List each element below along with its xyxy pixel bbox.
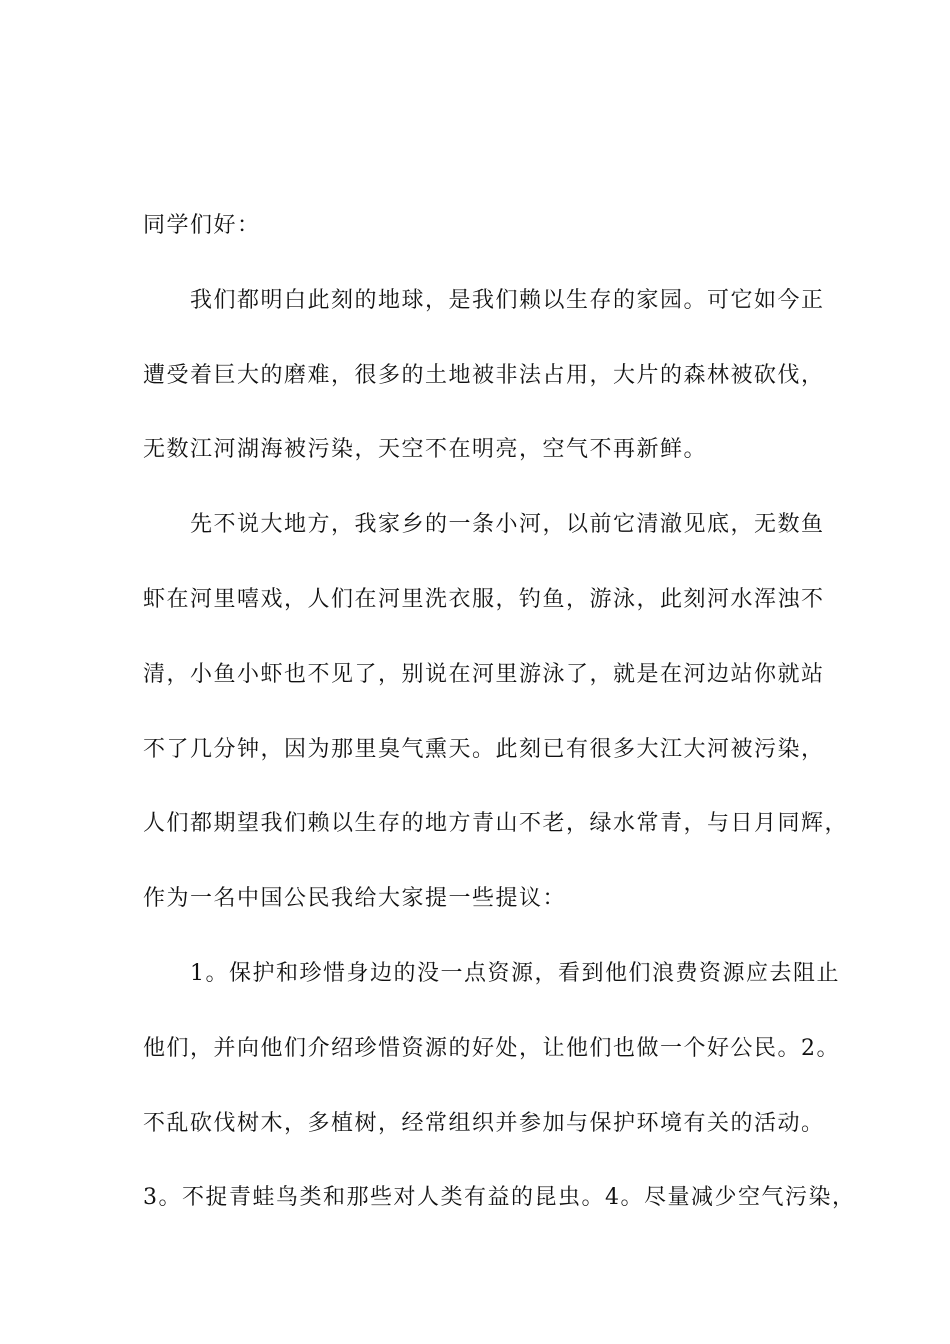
paragraph-2-line-1: 先不说大地方，我家乡的一条小河，以前它清澈见底，无数鱼 bbox=[190, 512, 825, 537]
paragraph-2-line-3: 清，小鱼小虾也不见了，别说在河里游泳了，就是在河边站你就站 bbox=[143, 662, 825, 687]
paragraph-3-line-1: 1。保护和珍惜身边的没一点资源，看到他们浪费资源应去阻止 bbox=[190, 961, 840, 986]
paragraph-2-line-4: 不了几分钟，因为那里臭气熏天。此刻已有很多大江大河被污染， bbox=[143, 737, 825, 762]
salutation: 同学们好： bbox=[143, 213, 261, 238]
paragraph-3-line-4: 3。不捉青蛙鸟类和那些对人类有益的昆虫。4。尽量减少空气污染， bbox=[143, 1185, 856, 1210]
paragraph-3-line-3: 不乱砍伐树木，多植树，经常组织并参加与保护环境有关的活动。 bbox=[143, 1111, 825, 1136]
paragraph-1-line-1: 我们都明白此刻的地球，是我们赖以生存的家园。可它如今正 bbox=[190, 288, 825, 313]
paragraph-2-line-6: 作为一名中国公民我给大家提一些提议： bbox=[143, 886, 567, 911]
paragraph-3-line-2: 他们，并向他们介绍珍惜资源的好处，让他们也做一个好公民。2。 bbox=[143, 1036, 840, 1061]
paragraph-2-line-2: 虾在河里嘻戏，人们在河里洗衣服，钓鱼，游泳，此刻河水浑浊不 bbox=[143, 587, 825, 612]
paragraph-1-line-2: 遭受着巨大的磨难，很多的土地被非法占用，大片的森林被砍伐， bbox=[143, 363, 825, 388]
paragraph-2-line-5: 人们都期望我们赖以生存的地方青山不老，绿水常青，与日月同辉， bbox=[143, 811, 849, 836]
paragraph-1-line-3: 无数江河湖海被污染，天空不在明亮，空气不再新鲜。 bbox=[143, 437, 708, 462]
